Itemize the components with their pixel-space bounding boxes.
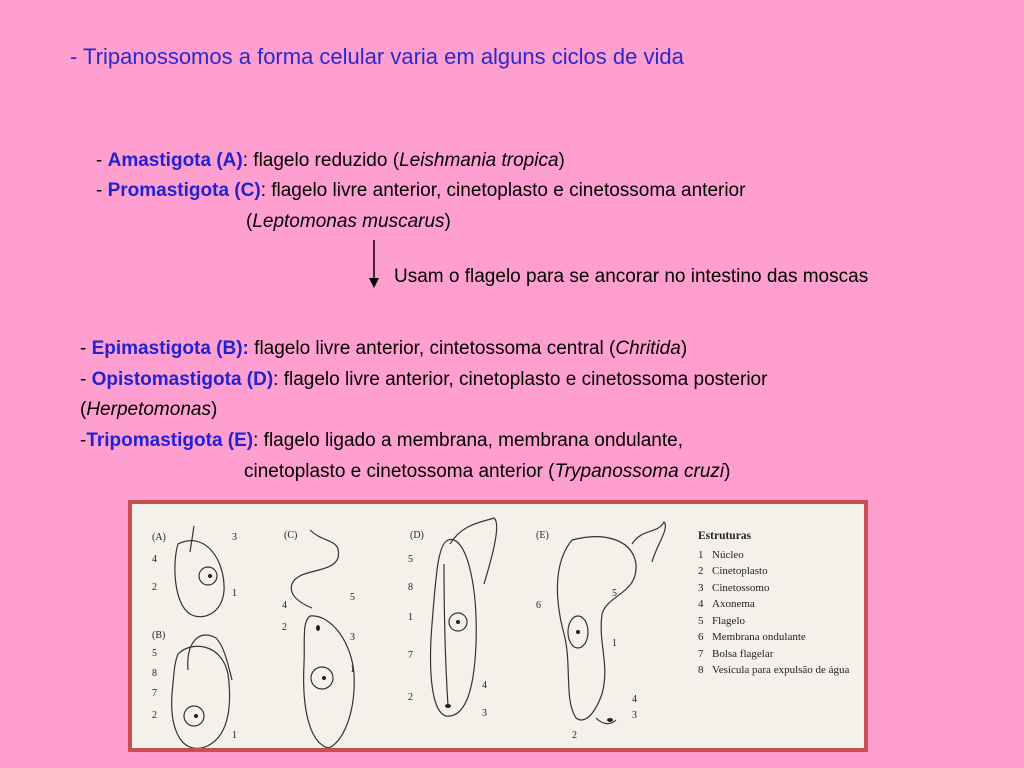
item-epimastigota [80,338,687,360]
label-number: 2 [152,582,157,593]
close-paren: ) [444,211,451,232]
cell-a-flagellum [190,526,194,552]
cell-b-body [172,646,230,748]
close-paren: ) [210,399,218,420]
legend-item: 3 Cinetossomo [698,581,770,594]
item-tripomastigota [80,430,683,452]
item-prefix: - [80,430,87,451]
panel-label-a: (A) [152,532,166,543]
cell-d-body [431,540,477,717]
label-number: 5 [612,588,617,599]
panel-label-e: (E) [536,530,549,541]
desc2-tripomastigota: cinetoplasto e cinetossoma anterior ( [244,461,555,482]
label-number: 8 [152,668,157,679]
panel-label-d: (D) [410,530,424,541]
slide-title: - Tripanossomos a forma celular varia em alguns ciclos de vida [70,44,684,69]
label-number: 4 [482,680,487,691]
item-prefix: - [96,150,108,171]
panel-label-b: (B) [152,630,166,641]
open-paren: ( [80,399,87,420]
legend-item: 6 Membrana ondulante [698,631,806,643]
species-promastigota: Leptomonas muscarus [252,211,445,232]
label-number: 1 [612,638,617,649]
down-arrow-icon [367,240,381,290]
panel-label-c: (C) [284,530,298,541]
cell-e-kinetoplast [596,718,616,724]
legend-title: Estruturas [698,530,752,542]
label-number: 4 [282,600,287,611]
species-tripomastigota: Trypanossoma cruzi [554,461,725,482]
species-amastigota: Leishmania tropica [399,150,559,171]
item-prefix: - [96,180,108,201]
label-number: 2 [152,710,157,721]
term-promastigota: Promastigota (C) [107,180,261,201]
label-number: 3 [482,708,487,719]
cell-e-body [557,537,636,720]
species-epimastigota: Chritida [615,338,681,359]
label-number: 7 [152,688,157,699]
term-amastigota: Amastigota (A) [107,150,243,171]
cell-e-flagellum [632,522,665,562]
second-line-tripomastigota [244,461,730,483]
desc-tripomastigota: : flagelo ligado a membrana, membrana ondulante, [253,430,683,451]
species-opistomastigota: Herpetomonas [86,399,211,420]
trypanosome-forms-figure [128,500,868,752]
label-number: 1 [232,588,237,599]
legend-item: 1 Núcleo [698,548,744,561]
species-line-opistomastigota [80,399,217,421]
label-number: 2 [282,622,287,633]
close-paren: ) [558,150,565,171]
label-number: 6 [536,600,541,611]
note-anchor: Usam o flagelo para se ancorar no intestino das moscas [394,266,869,287]
legend-item: 5 Flagelo [698,614,745,627]
label-number: 7 [408,650,413,661]
structures-legend [698,528,849,679]
label-number: 1 [408,612,413,623]
item-prefix: - [80,338,92,359]
desc-promastigota: : flagelo livre anterior, cinetoplasto e cinetossoma anterior [260,180,746,201]
open-paren: ( [246,211,253,232]
label-number: 4 [632,694,637,705]
legend-item: 2 Cinetoplasto [698,565,768,577]
close-paren: ) [680,338,688,359]
legend-item: 7 Bolsa flagelar [698,647,774,660]
label-number: 3 [350,632,355,643]
desc-epimastigota: flagelo livre anterior, cintetossoma central ( [248,338,616,359]
term-epimastigota: Epimastigota (B): [91,338,249,359]
label-number: 5 [350,592,355,603]
close-paren: ) [724,461,731,482]
label-number: 5 [152,648,157,659]
item-opistomastigota [80,369,767,391]
item-promastigota [96,180,745,202]
cell-d-axoneme [444,564,448,706]
label-number: 2 [572,730,577,741]
cell-d-flagellum [450,518,497,584]
legend-item: 4 Axonema [698,598,755,610]
item-amastigota [96,150,565,172]
label-number: 1 [232,730,237,741]
term-tripomastigota: Tripomastigota (E) [86,430,254,451]
item-prefix: - [80,369,92,390]
label-number: 3 [232,532,237,543]
label-number: 1 [350,664,355,675]
term-opistomastigota: Opistomastigota (D) [91,369,274,390]
legend-item: 8 Vesícula para expulsão de água [698,664,850,676]
desc-opistomastigota: : flagelo livre anterior, cinetoplasto e cinetossoma posterior [273,369,768,390]
label-number: 2 [408,692,413,703]
label-number: 8 [408,582,413,593]
label-number: 3 [632,710,637,721]
cell-c-flagellum [291,530,338,608]
desc-amastigota: : flagelo reduzido ( [242,150,400,171]
label-number: 5 [408,554,413,565]
label-number: 4 [152,554,157,565]
cell-b-flagellum [188,635,232,680]
species-line-promastigota [246,211,451,233]
